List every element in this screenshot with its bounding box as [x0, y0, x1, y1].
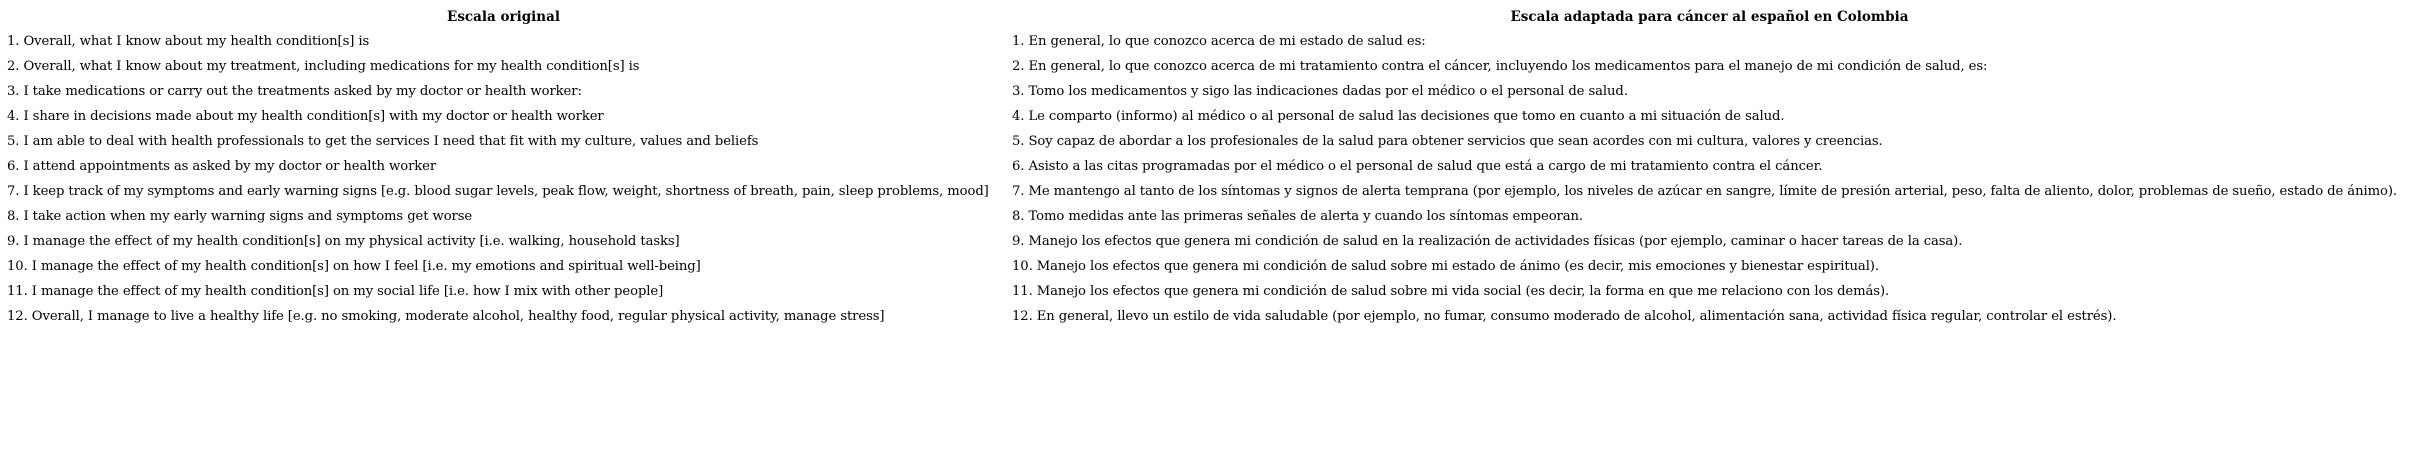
adapted-item: 11. Manejo los efectos que genera mi condición de salud sobre mi vida social (es decir, la forma en que me relaciono con los demás).	[1012, 284, 1890, 299]
original-item: 5. I am able to deal with health professionals to get the services I need that fit with my culture, values and beliefs	[7, 134, 759, 149]
table-row	[0, 229, 2412, 254]
original-item: 1. Overall, what I know about my health condition[s] is	[7, 34, 370, 49]
original-item: 7. I keep track of my symptoms and early warning signs [e.g. blood sugar levels, peak flow, weight, shortness of breath, pain, sleep problems, mood]	[7, 184, 989, 199]
adapted-item: 3. Tomo los medicamentos y sigo las indicaciones dadas por el médico o el personal de salud.	[1012, 84, 1628, 99]
adapted-item: 2. En general, lo que conozco acerca de mi tratamiento contra el cáncer, incluyendo los medicamentos para el manejo de mi condición de salud, es:	[1012, 59, 1988, 74]
header-row	[0, 5, 2412, 29]
adapted-item: 5. Soy capaz de abordar a los profesionales de la salud para obtener servicios que sean acordes con mi cultura, valores y creencias.	[1012, 134, 1883, 149]
table-row	[0, 104, 2412, 129]
adapted-item: 8. Tomo medidas ante las primeras señales de alerta y cuando los síntomas empeoran.	[1012, 209, 1583, 224]
original-item: 4. I share in decisions made about my health condition[s] with my doctor or health worker	[7, 109, 604, 124]
original-item: 3. I take medications or carry out the treatments asked by my doctor or health worker:	[7, 84, 582, 99]
table-row	[0, 304, 2412, 329]
table-row	[0, 129, 2412, 154]
original-item: 10. I manage the effect of my health condition[s] on how I feel [i.e. my emotions and spiritual well-being]	[7, 259, 701, 274]
original-item: 12. Overall, I manage to live a healthy life [e.g. no smoking, moderate alcohol, healthy food, regular physical activity, manage stress]	[7, 309, 885, 324]
adapted-item: 4. Le comparto (informo) al médico o al personal de salud las decisiones que tomo en cuanto a mi situación de salud.	[1012, 109, 1785, 124]
table-header	[0, 5, 2412, 29]
adapted-item: 9. Manejo los efectos que genera mi condición de salud en la realización de actividades físicas (por ejemplo, caminar o hacer tareas de la casa).	[1012, 234, 1963, 249]
adapted-item: 7. Me mantengo al tanto de los síntomas y signos de alerta temprana (por ejemplo, los niveles de azúcar en sangre, límite de presión arterial, peso, falta de aliento, dolor, problemas de sueño, estado de ánimo).	[1012, 184, 2397, 199]
adapted-item: 10. Manejo los efectos que genera mi condición de salud sobre mi estado de ánimo (es decir, mis emociones y bienestar espiritual).	[1012, 259, 1879, 274]
original-item: 11. I manage the effect of my health condition[s] on my social life [i.e. how I mix with other people]	[7, 284, 664, 299]
table-row	[0, 154, 2412, 179]
table-row	[0, 279, 2412, 304]
table-row	[0, 204, 2412, 229]
original-item: 6. I attend appointments as asked by my doctor or health worker	[7, 159, 437, 174]
adapted-item: 6. Asisto a las citas programadas por el médico o el personal de salud que está a cargo de mi tratamiento contra el cáncer.	[1012, 159, 1823, 174]
adapted-item: 1. En general, lo que conozco acerca de mi estado de salud es:	[1012, 34, 1426, 49]
original-item: 8. I take action when my early warning signs and symptoms get worse	[7, 209, 473, 224]
header-original-scale: Escala original	[447, 9, 560, 25]
original-item: 2. Overall, what I know about my treatment, including medications for my health condition[s] is	[7, 59, 640, 74]
scale-comparison-table	[0, 5, 2412, 329]
table-row	[0, 29, 2412, 54]
header-adapted-scale: Escala adaptada para cáncer al español en Colombia	[1510, 9, 1909, 25]
original-item: 9. I manage the effect of my health condition[s] on my physical activity [i.e. walking, household tasks]	[7, 234, 680, 249]
table-row	[0, 179, 2412, 204]
table-row	[0, 254, 2412, 279]
table-body	[0, 29, 2412, 329]
table-row	[0, 79, 2412, 104]
table-row	[0, 54, 2412, 79]
adapted-item: 12. En general, llevo un estilo de vida saludable (por ejemplo, no fumar, consumo moderado de alcohol, alimentación sana, actividad física regular, controlar el estrés).	[1012, 309, 2117, 324]
